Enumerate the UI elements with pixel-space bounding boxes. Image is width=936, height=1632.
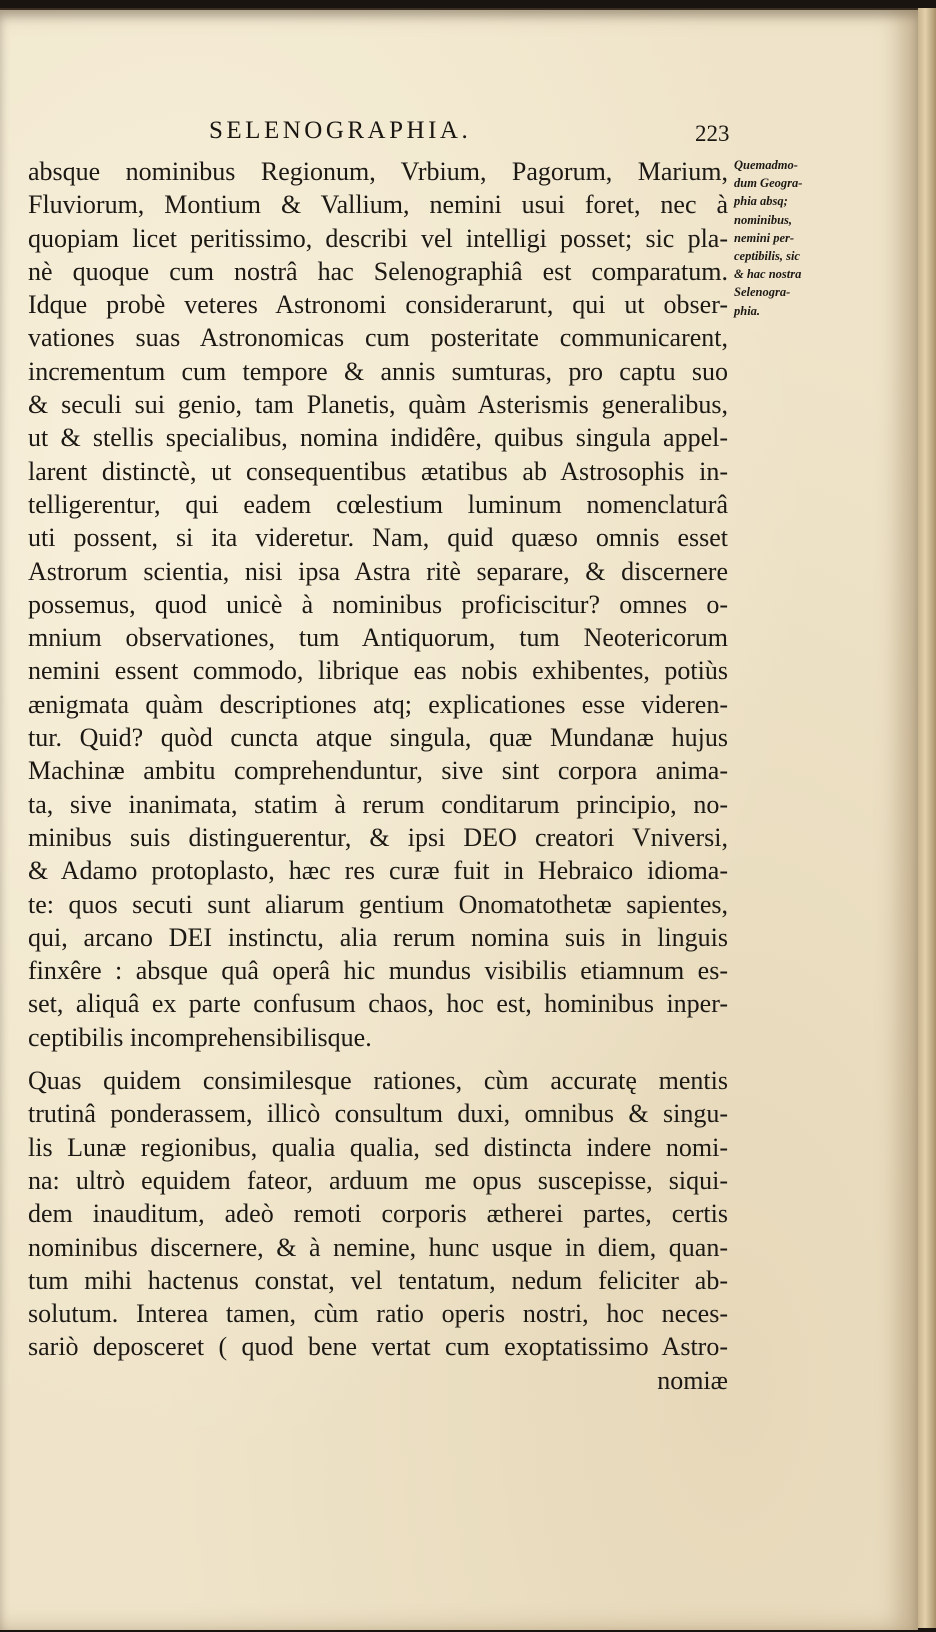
text-line: finxêre : absque quâ operâ hic mundus visibilis etiamnum es- <box>28 956 728 986</box>
text-line: Idque probè veteres Astronomi considerarunt, qui ut obser- <box>28 290 728 320</box>
text-line: ta, sive inanimata, statim à rerum conditarum principio, no- <box>28 789 728 819</box>
marginal-note-line: Selenogra- <box>734 285 791 300</box>
text-line: tum mihi hactenus constat, vel tentatum, nedum feliciter ab- <box>28 1265 728 1295</box>
text-line: & Adamo protoplasto, hæc res curæ fuit in Hebraico idioma- <box>28 856 728 886</box>
book-page <box>0 8 918 1630</box>
text-line: trutinâ ponderassem, illicò consultum duxi, omnibus & singu- <box>28 1099 728 1129</box>
text-line: na: ultrò equidem fateor, arduum me opus suscepisse, siqui- <box>28 1165 728 1195</box>
text-line: uti possent, si ita videretur. Nam, quid quæso omnis esset <box>28 523 728 553</box>
page-number: 223 <box>695 121 730 146</box>
text-line: mnium observationes, tum Antiquorum, tum Neotericorum <box>28 623 728 653</box>
marginal-note-line: nominibus, <box>734 212 793 227</box>
text-line: vationes suas Astronomicas cum posteritate communicarent, <box>28 323 728 353</box>
text-line: telligerentur, qui eadem cœlestium luminum nomenclaturâ <box>28 489 728 519</box>
text-line: & seculi sui genio, tam Planetis, quàm Asterismis generalibus, <box>28 390 728 420</box>
marginal-note-line: phia. <box>734 303 761 318</box>
text-line: quopiam licet peritissimo, describi vel intelligi posset; sic pla- <box>28 223 728 253</box>
text-line: lis Lunæ regionibus, qualia qualia, sed distincta indere nomi- <box>28 1132 728 1162</box>
marginal-note-line: ceptibilis, sic <box>734 248 800 263</box>
text-line: absque nominibus Regionum, Vrbium, Pagorum, Marium, <box>28 157 728 186</box>
text-line: nemini essent commodo, librique eas nobis exhibentes, potiùs <box>28 656 728 686</box>
text-line: set, aliquâ ex parte confusum chaos, hoc est, hominibus inper- <box>28 989 728 1019</box>
marginal-note-line: Quemadmo- <box>734 158 798 172</box>
text-line: nominibus discernere, & à nemine, hunc usque in diem, quan- <box>28 1232 728 1262</box>
text-line: incrementum cum tempore & annis sumturas, pro captu suo <box>28 356 728 386</box>
text-line: Machinæ ambitu comprehenduntur, sive sint corpora anima- <box>28 756 728 786</box>
running-head: SELENOGRAPHIA. <box>209 117 472 144</box>
text-line: ceptibilis incomprehensibilisque. <box>28 1022 372 1052</box>
text-line: ænigmata quàm descriptiones atq; explicationes esse videren- <box>28 689 728 719</box>
text-line: larent distinctè, ut consequentibus ætatibus ab Astrosophis in- <box>28 456 728 486</box>
marginal-note-line: phia absq; <box>734 194 788 209</box>
paragraph-break <box>28 1054 728 1064</box>
marginal-note-line: nemini per- <box>734 230 795 245</box>
text-line: tur. Quid? quòd cuncta atque singula, quæ Mundanæ hujus <box>28 723 728 753</box>
text-line: qui, arcano DEI instinctu, alia rerum nomina suis in linguis <box>28 922 728 952</box>
text-line: Astrorum scientia, nisi ipsa Astra ritè separare, & discernere <box>28 556 728 586</box>
marginal-note-line: & hac nostra <box>734 267 802 282</box>
text-line: nè quoque cum nostrâ hac Selenographiâ est comparatum. <box>28 256 728 286</box>
text-line: solutum. Interea tamen, cùm ratio operis nostri, hoc neces- <box>28 1299 728 1329</box>
text-line: sariò deposceret ( quod bene vertat cum exoptatissimo Astro- <box>28 1332 728 1362</box>
marginal-note-line: dum Geogra- <box>734 176 803 191</box>
text-line: Quas quidem consimilesque rationes, cùm accuratę mentis <box>28 1066 728 1096</box>
marginal-note <box>734 156 826 320</box>
page-header <box>0 115 918 149</box>
main-text <box>28 155 728 1397</box>
text-line: Fluviorum, Montium & Vallium, nemini usui foret, nec à <box>28 190 728 220</box>
text-line: possemus, quod unicè à nominibus proficiscitur? omnes o- <box>28 589 728 619</box>
page-edge <box>918 8 936 1628</box>
text-line: minibus suis distinguerentur, & ipsi DEO creatori Vniversi, <box>28 822 728 852</box>
text-line: ut & stellis specialibus, nomina indidêre, quibus singula appel- <box>28 423 728 453</box>
text-line: dem inauditum, adeò remoti corporis ætherei partes, certis <box>28 1199 728 1229</box>
catchword: nomiæ <box>657 1365 728 1395</box>
text-line: te: quos secuti sunt aliarum gentium Onomatothetæ sapientes, <box>28 889 728 919</box>
